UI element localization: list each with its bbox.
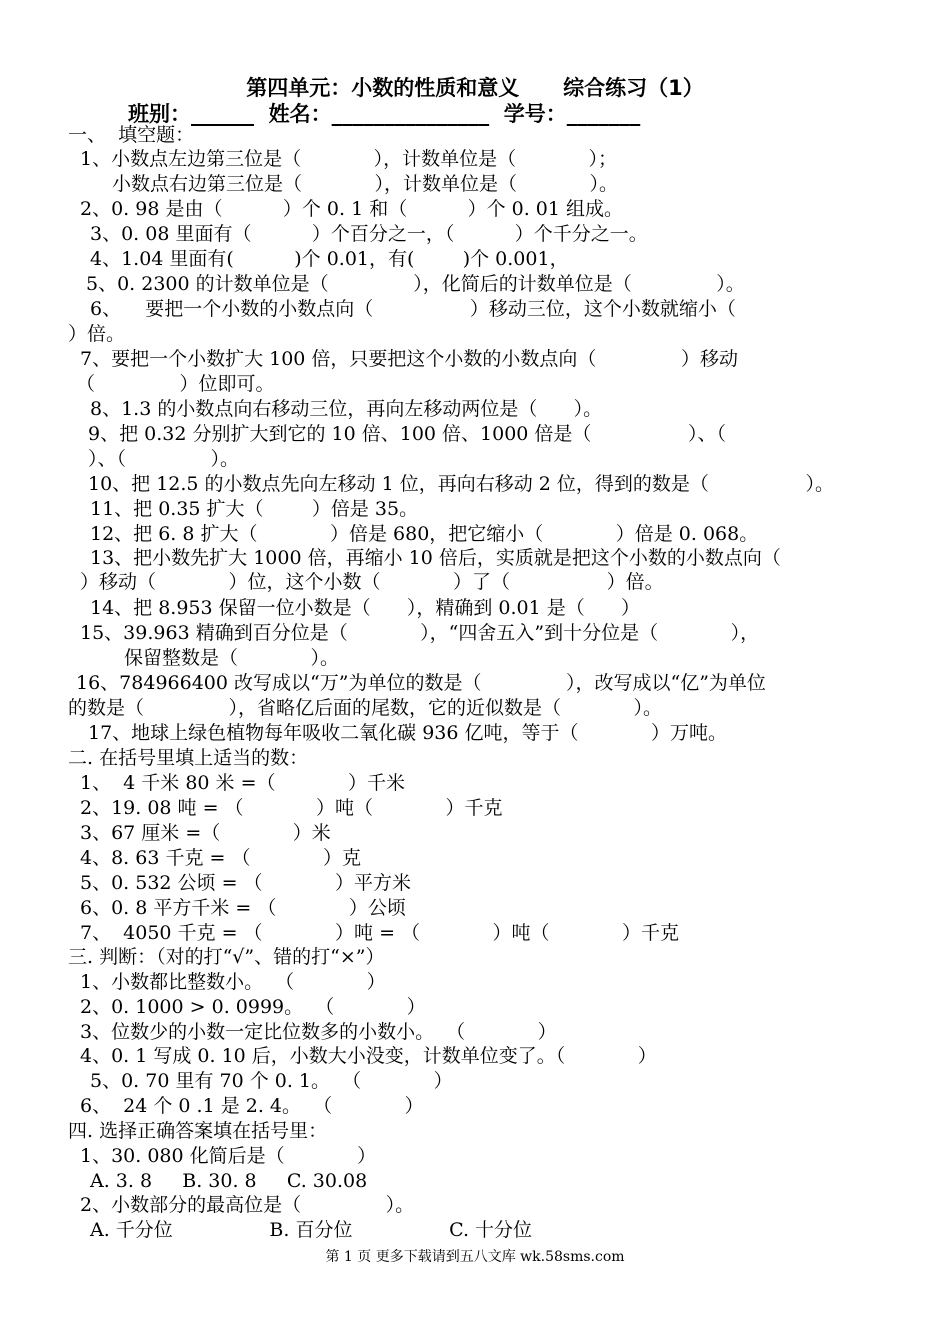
question-line: ）移动（ ）位，这个小数（ ）了（ ）倍。 bbox=[80, 571, 664, 593]
question-line: 3、0. 08 里面有（ ）个百分之一，（ ）个千分之一。 bbox=[90, 223, 648, 245]
question-line: 1、 4 千米 80 米 =（ ）千米 bbox=[80, 772, 405, 794]
question-line: 1、小数都比整数小。 （ ） bbox=[80, 971, 386, 993]
question-line: 2、0. 98 是由（ ）个 0. 1 和（ ）个 0. 01 组成。 bbox=[80, 198, 624, 220]
question-line: 6、 要把一个小数的小数点向（ ）移动三位，这个小数就缩小（ bbox=[90, 298, 736, 320]
question-line: 7、 4050 千克 = （ ）吨 = （ ）吨（ ）千克 bbox=[80, 922, 679, 944]
question-line: 1、小数点左边第三位是（ ），计数单位是（ ）； bbox=[80, 148, 618, 170]
question-line: 12、把 6. 8 扩大（ ）倍是 680，把它缩小（ ）倍是 0. 068。 bbox=[90, 523, 759, 545]
section-heading-multiple-choice: 四. 选择正确答案填在括号里： bbox=[68, 1120, 328, 1142]
student-info-line: 班别：______ 姓名：_______________ 学号：_______ bbox=[128, 102, 641, 126]
question-line: 3、位数少的小数一定比位数多的小数小。 （ ） bbox=[80, 1021, 557, 1043]
question-line: 4、0. 1 写成 0. 10 后，小数大小没变，计数单位变了。（ ） bbox=[80, 1045, 657, 1067]
question-line: 1、30. 080 化简后是（ ） bbox=[80, 1145, 377, 1167]
question-line: 5、0. 532 公顷 = （ ）平方米 bbox=[80, 872, 412, 894]
question-line: 16、784966400 改写成以“万”为单位的数是（ ），改写成以“亿”为单位 bbox=[76, 672, 766, 694]
question-line: 7、要把一个小数扩大 100 倍，只要把这个小数的小数点向（ ）移动 bbox=[80, 348, 738, 370]
question-line: 保留整数是（ ）。 bbox=[124, 647, 339, 669]
question-line: 4、8. 63 千克 = （ ）克 bbox=[80, 847, 361, 869]
question-line: 5、0. 2300 的计数单位是（ ），化简后的计数单位是（ ）。 bbox=[86, 273, 745, 295]
section-heading-unit-conversion: 二. 在括号里填上适当的数： bbox=[68, 747, 309, 769]
question-line: 15、39.963 精确到百分位是（ ），“四舍五入”到十分位是（ ）， bbox=[80, 622, 760, 644]
question-line: 6、0. 8 平方千米 = （ ）公顷 bbox=[80, 897, 406, 919]
question-line: 11、把 0.35 扩大（ ）倍是 35。 bbox=[90, 498, 419, 520]
question-line: 9、把 0.32 分别扩大到它的 10 倍、100 倍、1000 倍是（ ）、（ bbox=[88, 423, 727, 445]
question-line: 2、小数部分的最高位是（ ）。 bbox=[80, 1194, 415, 1216]
question-line: 14、把 8.953 保留一位小数是（ ），精确到 0.01 是（ ） bbox=[90, 597, 641, 619]
question-line: 小数点右边第三位是（ ），计数单位是（ ）。 bbox=[112, 173, 618, 195]
question-line: 3、67 厘米 =（ ）米 bbox=[80, 822, 331, 844]
question-line: 10、把 12.5 的小数点先向左移动 1 位，再向右移动 2 位，得到的数是（ ）。 bbox=[88, 473, 835, 495]
question-line: 5、0. 70 里有 70 个 0. 1。 （ ） bbox=[90, 1070, 453, 1092]
page-footer: 第 1 页 更多下载请到五八文库 wk.58sms.com bbox=[325, 1249, 625, 1265]
section-heading-true-false: 三. 判断：（对的打“√”、错的打“×”） bbox=[68, 946, 385, 968]
question-line: 的数是（ ），省略亿后面的尾数，它的近似数是（ ）。 bbox=[68, 697, 663, 719]
question-line: 4、1.04 里面有( )个 0.01，有( )个 0.001， bbox=[90, 248, 569, 270]
question-line: 6、 24 个 0 .1 是 2. 4。 （ ） bbox=[80, 1095, 424, 1117]
section-heading-fill-blanks: 一、 填空题： bbox=[68, 124, 195, 146]
question-line: 2、0. 1000 > 0. 0999。 （ ） bbox=[80, 996, 426, 1018]
question-line: 13、把小数先扩大 1000 倍，再缩小 10 倍后，实质就是把这个小数的小数点向（ bbox=[90, 547, 781, 569]
answer-options: A. 千分位 B. 百分位 C. 十分位 bbox=[90, 1219, 533, 1241]
question-line: 17、地球上绿色植物每年吸收二氧化碳 936 亿吨，等于（ ）万吨。 bbox=[88, 722, 727, 744]
answer-options: A. 3. 8 B. 30. 8 C. 30.08 bbox=[90, 1170, 368, 1192]
question-line: 8、1.3 的小数点向右移动三位，再向左移动两位是（ ）。 bbox=[90, 398, 603, 420]
question-line: （ ）位即可。 bbox=[76, 373, 275, 395]
question-line: ）倍。 bbox=[68, 323, 126, 345]
question-line: 2、19. 08 吨 = （ ）吨（ ）千克 bbox=[80, 797, 503, 819]
question-line: ）、（ ）。 bbox=[88, 448, 240, 470]
page-title: 第四单元：小数的性质和意义 综合练习（1） bbox=[246, 76, 704, 100]
